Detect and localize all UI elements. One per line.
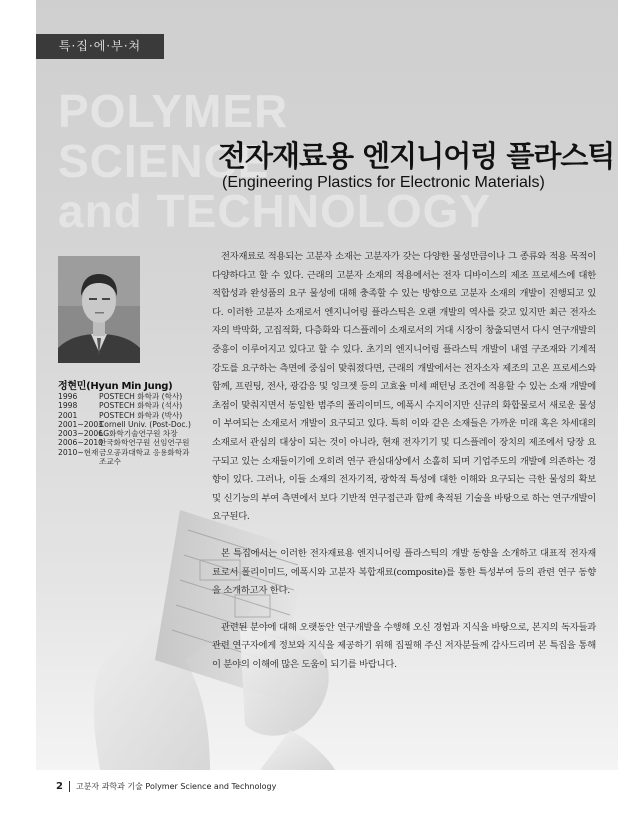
background-word-polymer: POLYMER [58,85,289,137]
career-year: 2010~현재 [58,447,99,457]
page-number: 2 [56,781,63,792]
career-year: 1998 [58,401,78,411]
career-desc: POSTECH 화학과 (박사) [99,410,183,420]
author-photo [58,256,140,363]
background-word-science: SCIENCE [58,135,270,187]
career-year: 1996 [58,392,78,401]
career-year [58,457,99,466]
journal-name: 고분자 과학과 기술 Polymer Science and Technology [75,782,277,791]
career-desc: 조교수 [99,457,122,467]
body-paragraph-2: 본 특집에서는 이러한 전자재료용 엔지니어링 플라스틱의 개발 동향을 소개하고 대표적 전자재료로서 폴리이미드, 에폭시와 고분자 복합재료(composite)를 통한 특성부여 등의 관련 연구 동향을 소개하고자 한다. [212,547,596,597]
career-desc: 금오공과대학교 응용화학과 [99,447,190,457]
career-row [58,457,208,466]
career-desc: 한국화학연구원 선임연구원 [99,438,190,448]
career-year: 2006~2010 [58,438,104,448]
career-row [58,411,208,420]
career-row [58,401,208,410]
author-name: 정현민(Hyun Min Jung) [58,381,173,392]
career-row [58,438,208,447]
author-career-list [58,392,208,466]
article-title-korean: 전자재료용 엔지니어링 플라스틱 [218,139,615,173]
career-desc: Cornell Univ. (Post-Doc.) [99,419,191,429]
background-word-technology: and TECHNOLOGY [58,185,492,237]
career-row [58,392,208,401]
body-paragraph-3: 관련된 분야에 대해 오랫동안 연구개발을 수행해 오신 경험과 지식을 바탕으로, 본지의 독자들과 관련 연구자에게 정보와 지식을 제공하기 위해 집필해 주신 저자분들께 감사드리며 본 특집을 통해 이 분야의 이해에 많은 도움이 되기를 바랍니다. [212,621,596,670]
article-title-english: (Engineering Plastics for Electronic Materials) [222,174,545,191]
body-paragraph-1: 전자재료로 적용되는 고분자 소재는 고분자가 갖는 다양한 물성만큼이나 그 종류와 적용 목적이 다양하다고 할 수 있다. 근래의 고분자 소재의 적용에서는 전자 디바이스의 제조 프로세스에 대한 적합성과 완성품의 요구 물성에 대해 충족할 수 있는 방향으로 고분자 소재의 개발이 진행되고 있다. 이러한 고분자 소재로서 엔지니어링 플라스틱은 오랜 개발의 역사를 갖고 있지만 최근 전자소자의 박막화, 고집적화, 다층화와 디스플레이 소재로서의 거대 시장이 창출되면서 다시 연구개발의 중흥이 이루어지고 있다고 할 수 있다. 초기의 엔지니어링 플라스틱 개발이 내열 구조재와 기계적 강도를 요구하는 측면에 중심이 맞춰졌다면, 근래의 개발에서는 전자소자 제조의 고온 프로세스와 함께, 프린팅, 전사, 광감응 및 잉크젯 등의 고효율 미세 패턴닝 조건에 적용할 수 있는 소재 개발에 초점이 맞춰지면서 동일한 범주의 폴리이미드, 에폭시 수지이지만 신규의 화합물로서 새로운 물성이 부여되는 소재로서 개발이 요구되고 있다. 특히 이와 같은 소재들은 가까운 미래 혹은 차세대의 소재로서 관심의 대상이 되는 것이 아니라, 현재 전자기기 및 디스플레이 장치의 제조에서 당장 요구되고 있는 소재들이기에 오히려 연구 관심대상에서 소홀히 되며 기업주도의 개발에 의존하는 경향이 있다. 그러나, 이들 소재의 전자기적, 광학적 특성에 대한 이해와 요구되는 극한 물성의 확보 및 신기능의 부여 측면에서 보다 기반적 연구접근과 함께 축적된 기술을 바탕으로 하는 연구개발이 요구된다. [212,251,596,523]
section-tab: 특·집·에·부·쳐 [36,34,164,59]
career-desc: LG화학기술연구원 차장 [99,429,178,439]
career-year: 2001~2003 [58,419,104,429]
career-row [58,420,208,429]
career-desc: POSTECH 화학과 (학사) [99,392,183,401]
page-footer [56,781,276,792]
career-year: 2001 [58,410,78,420]
career-year: 2003~2006 [58,429,104,439]
career-row [58,448,208,457]
career-desc: POSTECH 화학과 (석사) [99,401,183,411]
footer-divider [69,781,70,792]
article-body [212,248,596,674]
